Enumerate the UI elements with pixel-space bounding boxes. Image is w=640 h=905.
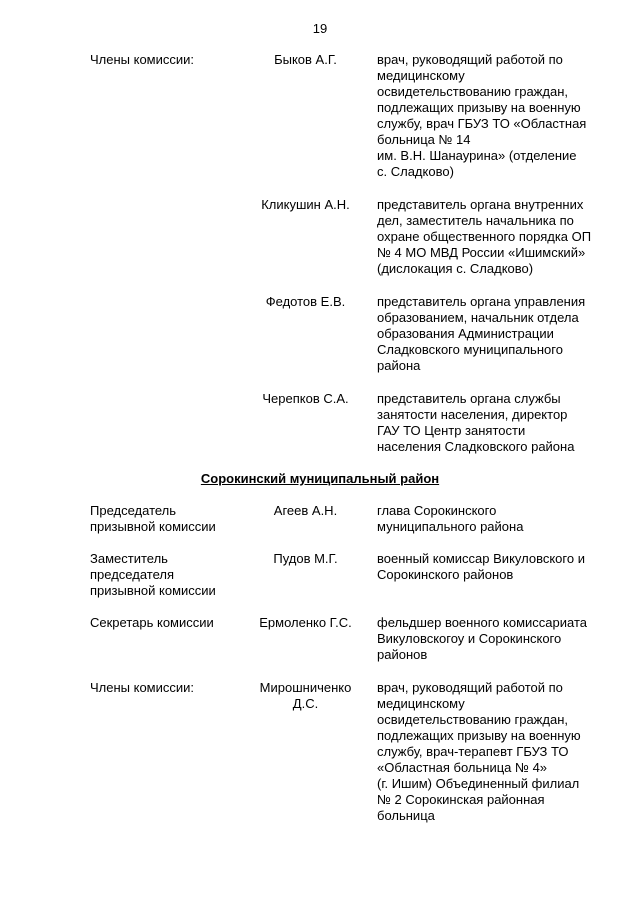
commission-member-description: представитель органа службы занятости населения, директор ГАУ ТО Центр занятости населения Сладковского района bbox=[377, 391, 575, 454]
commission-member-name: Мирошниченко Д.С. bbox=[259, 680, 352, 711]
commission-member-description: глава Сорокинского муниципального района bbox=[377, 503, 524, 534]
commission-row bbox=[90, 551, 610, 599]
commission-row bbox=[90, 391, 610, 455]
commission-member-name: Пудов М.Г. bbox=[273, 551, 338, 566]
commission-member-name: Ермоленко Г.С. bbox=[259, 615, 352, 630]
commission-section-sorokino bbox=[90, 503, 610, 824]
commission-role: Заместитель председателя призывной комиссии bbox=[90, 551, 216, 598]
commission-row bbox=[90, 503, 610, 535]
commission-role: Председатель призывной комиссии bbox=[90, 503, 216, 534]
commission-member-name: Быков А.Г. bbox=[274, 52, 337, 67]
commission-member-description: представитель органа управления образованием, начальник отдела образования Администрации Сладковского муниципального района bbox=[377, 294, 586, 373]
commission-member-description: врач, руководящий работой по медицинскому освидетельствованию граждан, подлежащих призыву на военную службу, врач-терапевт ГБУЗ ТО «Областная больница № 4» (г. Ишим) Объединенный филиал № 2 Сорокинская районная больница bbox=[377, 680, 581, 823]
section-heading: Сорокинский муниципальный район bbox=[200, 471, 440, 486]
commission-row bbox=[90, 615, 610, 663]
commission-member-description: фельдшер военного комиссариата Викуловскогоу и Сорокинского районов bbox=[377, 615, 588, 662]
commission-member-description: врач, руководящий работой по медицинскому освидетельствованию граждан, подлежащих призыву на военную службу, врач ГБУЗ ТО «Областная больница № 14 им. В.Н. Шанаурина» (отделение с. Сладково) bbox=[377, 52, 587, 179]
commission-section-sladkovo bbox=[90, 52, 610, 455]
commission-row bbox=[90, 294, 610, 374]
commission-row bbox=[90, 52, 610, 180]
commission-role: Секретарь комиссии bbox=[90, 615, 214, 630]
commission-member-description: военный комиссар Викуловского и Сорокинского районов bbox=[377, 551, 585, 582]
commission-member-name: Черепков С.А. bbox=[262, 391, 349, 406]
commission-row bbox=[90, 680, 610, 824]
commission-member-name: Кликушин А.Н. bbox=[261, 197, 350, 212]
commission-member-name: Агеев А.Н. bbox=[273, 503, 338, 518]
commission-role: Члены комиссии: bbox=[90, 52, 195, 67]
commission-member-name: Федотов Е.В. bbox=[265, 294, 346, 309]
page-number: 19 bbox=[312, 21, 328, 36]
commission-row bbox=[90, 197, 610, 277]
commission-role: Члены комиссии: bbox=[90, 680, 195, 695]
commission-member-description: представитель органа внутренних дел, заместитель начальника по охране общественного порядка ОП № 4 МО МВД России «Ишимский» (дислокация с. Сладково) bbox=[377, 197, 592, 276]
